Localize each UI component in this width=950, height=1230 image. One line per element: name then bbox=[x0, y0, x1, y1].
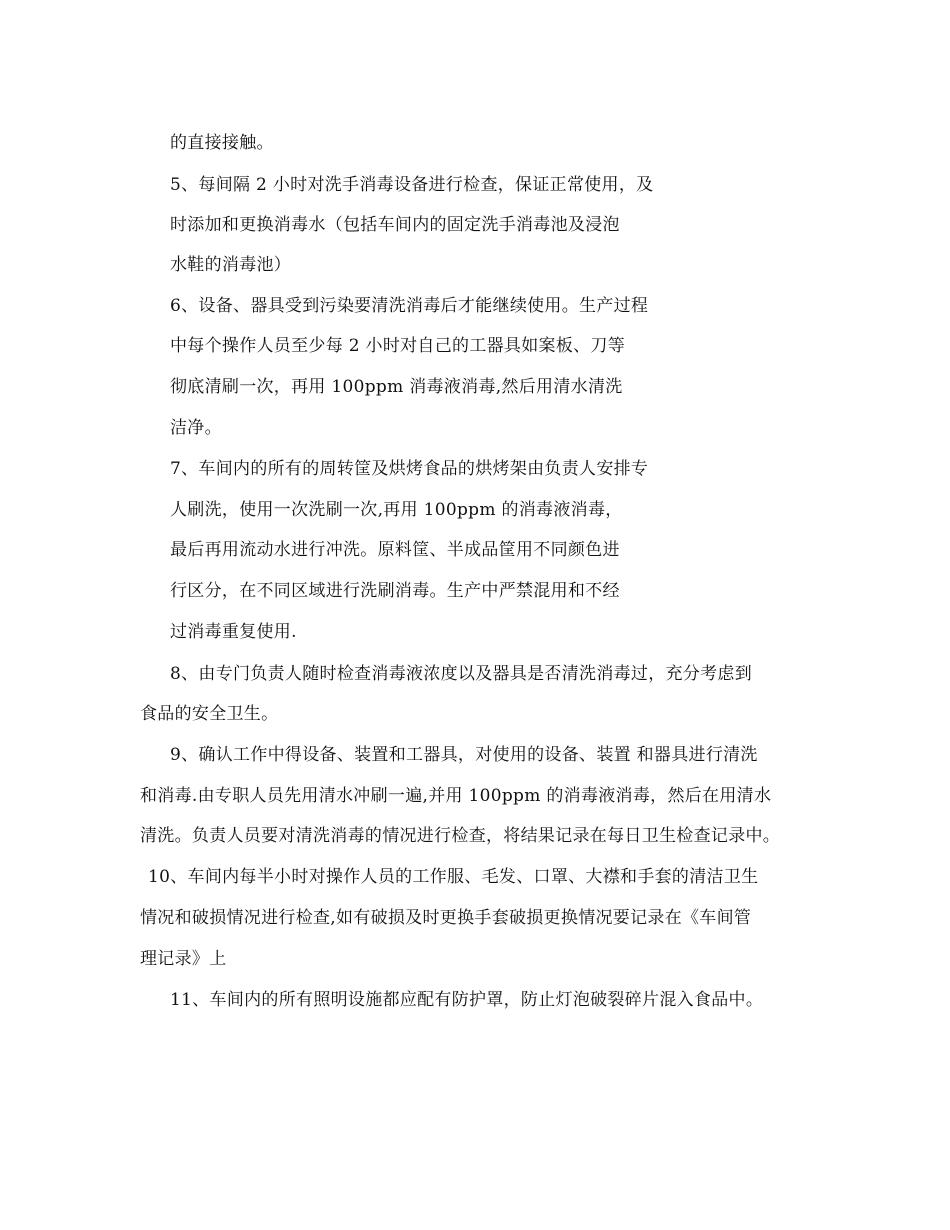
text-line: 清洗。负责人员要对清洗消毒的情况进行检查，将结果记录在每日卫生检查记录中。 bbox=[140, 826, 781, 846]
text-line: 9、确认工作中得设备、装置和工器具，对使用的设备、装置 和器具进行清洗 bbox=[170, 745, 758, 765]
text-line: 中每个操作人员至少每 2 小时对自己的工器具如案板、刀等 bbox=[170, 336, 626, 356]
text-line: 7、车间内的所有的周转筐及烘烤食品的烘烤架由负责人安排专 bbox=[170, 459, 649, 479]
text-line: 水鞋的消毒池） bbox=[170, 255, 292, 275]
text-line: 食品的安全卫生。 bbox=[140, 704, 279, 724]
text-line: 过消毒重复使用. bbox=[170, 622, 297, 642]
text-line: 时添加和更换消毒水（包括车间内的固定洗手消毒池及浸泡 bbox=[170, 215, 620, 235]
text-line: 6、设备、器具受到污染要清洗消毒后才能继续使用。生产过程 bbox=[170, 296, 649, 316]
text-line: 和消毒.由专职人员先用清水冲刷一遍,并用 100ppm 的消毒液消毒，然后在用清水 bbox=[140, 786, 772, 806]
text-line: 洁净。 bbox=[170, 418, 222, 438]
text-line: 行区分，在不同区域进行洗刷消毒。生产中严禁混用和不经 bbox=[170, 581, 620, 601]
text-line: 彻底清刷一次，再用 100ppm 消毒液消毒,然后用清水清洗 bbox=[170, 377, 623, 397]
text-line: 的直接接触。 bbox=[170, 133, 274, 153]
text-line: 5、每间隔 2 小时对洗手消毒设备进行检查，保证正常使用，及 bbox=[170, 175, 654, 195]
text-line: 理记录》上 bbox=[140, 949, 227, 969]
text-line: 情况和破损情况进行检查,如有破损及时更换手套破损更换情况要记录在《车间管 bbox=[140, 908, 752, 928]
text-line: 人刷洗，使用一次洗刷一次,再用 100ppm 的消毒液消毒， bbox=[170, 500, 623, 520]
text-line: 8、由专门负责人随时检查消毒液浓度以及器具是否清洗消毒过，充分考虑到 bbox=[170, 664, 753, 684]
text-line: 11、车间内的所有照明设施都应配有防护罩，防止灯泡破裂碎片混入食品中。 bbox=[170, 990, 764, 1010]
text-line: 10、车间内每半小时对操作人员的工作服、毛发、口罩、大襟和手套的清洁卫生 bbox=[148, 867, 759, 887]
text-line: 最后再用流动水进行冲洗。原料筐、半成品筐用不同颜色进 bbox=[170, 540, 620, 560]
